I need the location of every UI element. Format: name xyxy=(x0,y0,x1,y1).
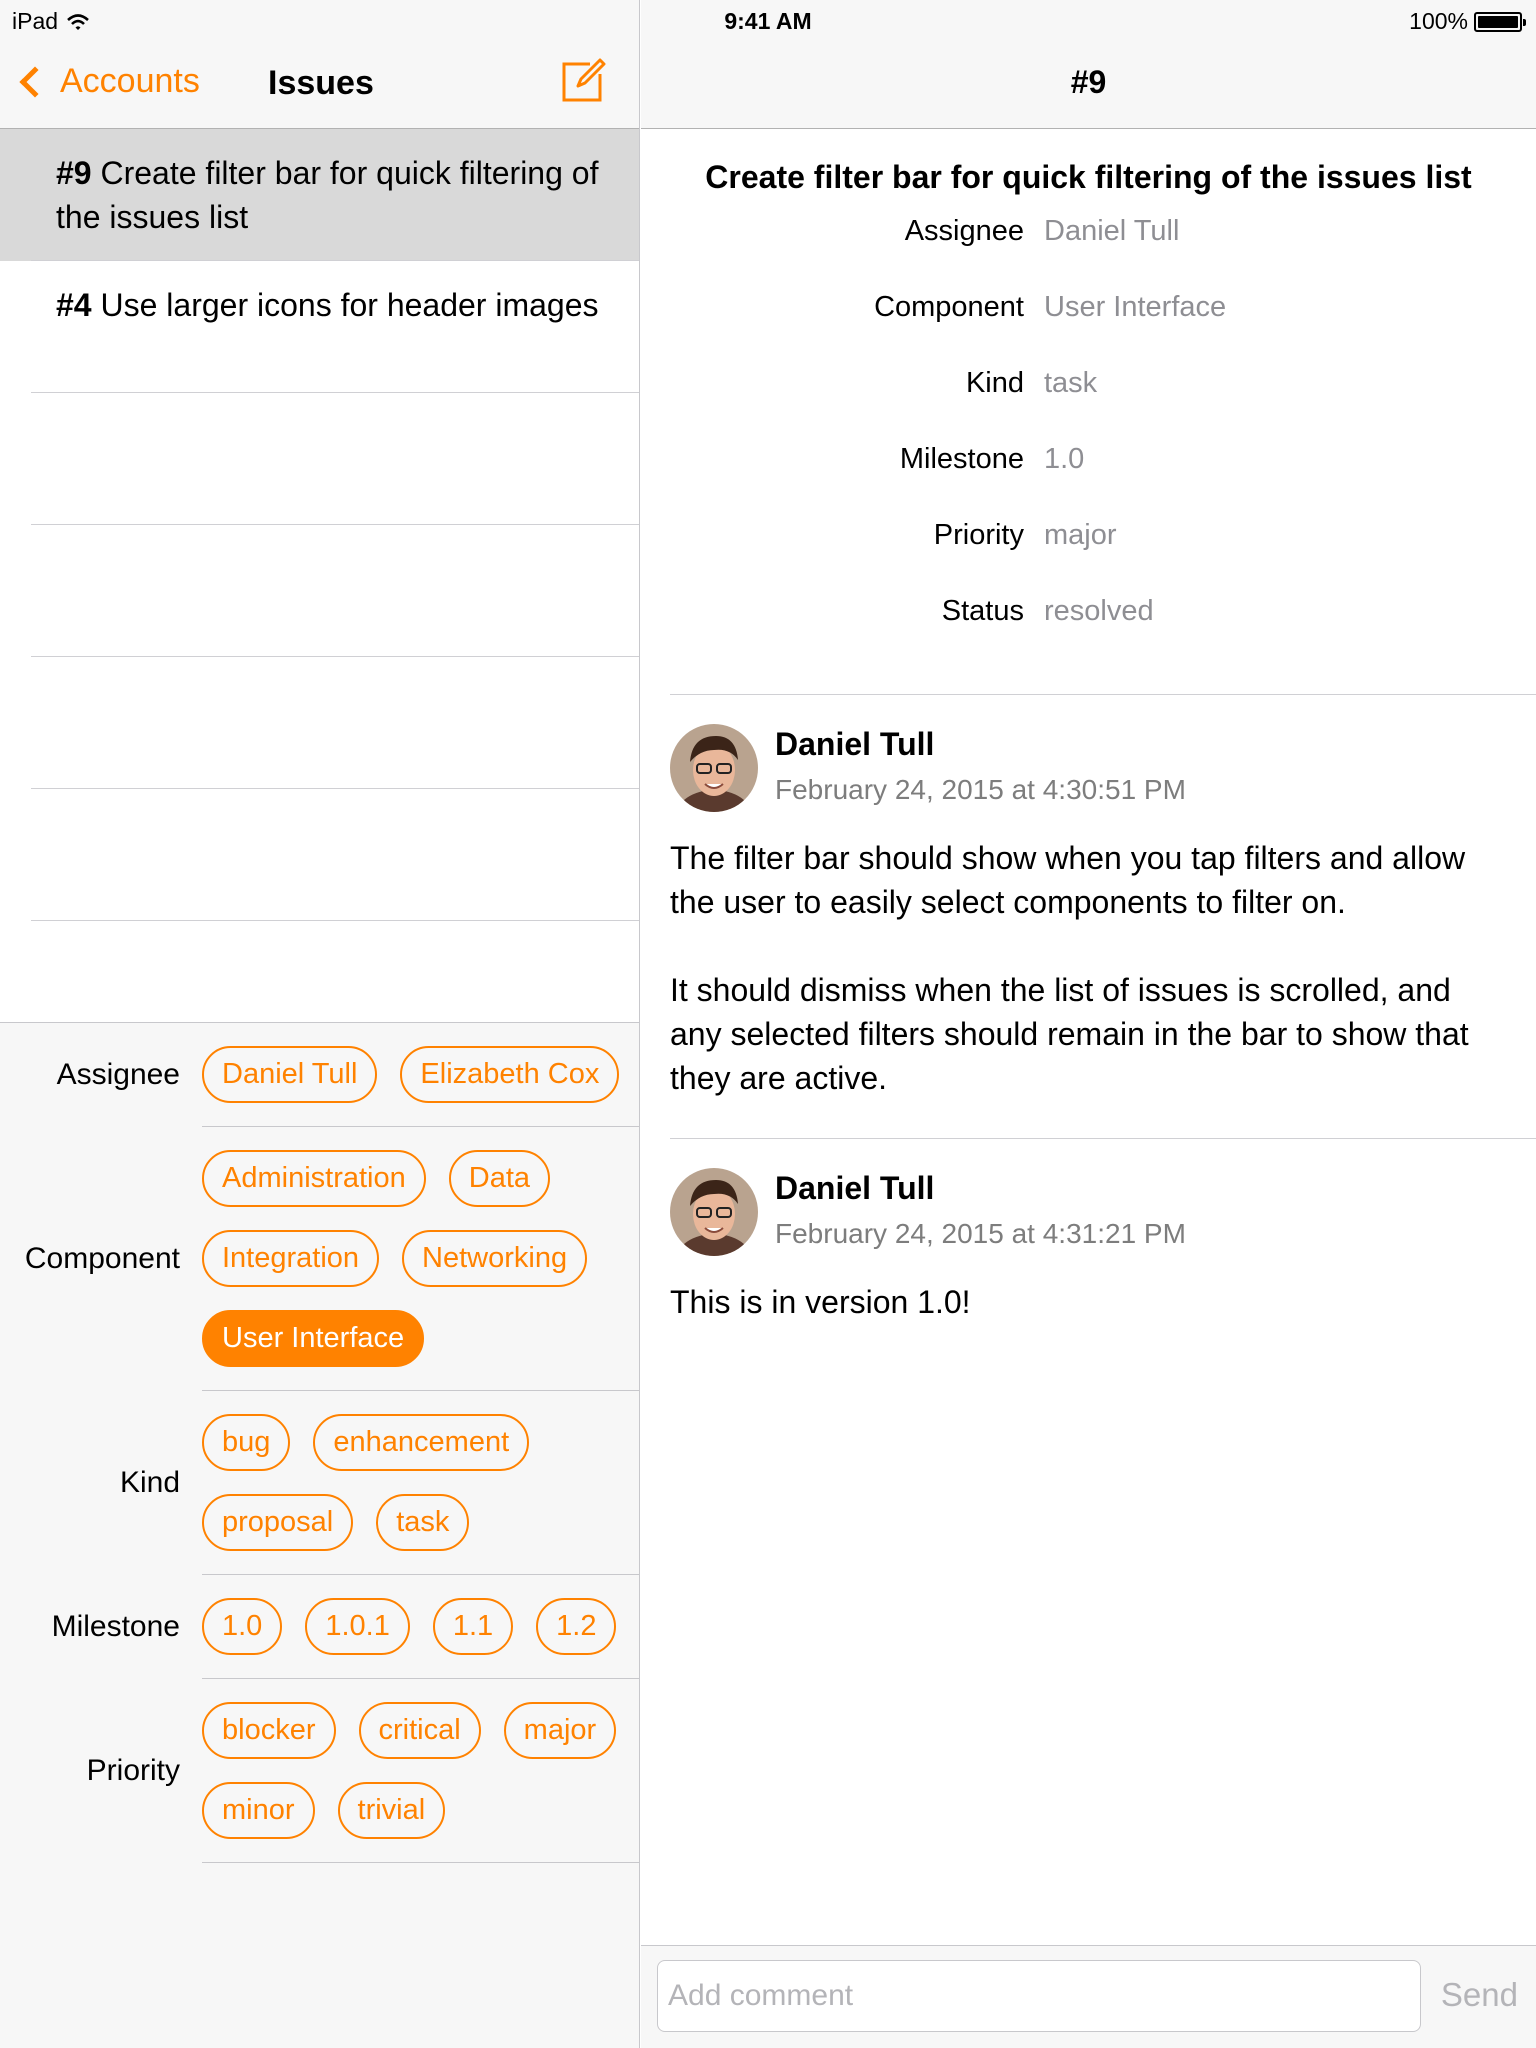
avatar xyxy=(670,724,758,812)
filter-chips xyxy=(202,1575,622,1678)
comment-body xyxy=(670,1280,1506,1324)
empty-row xyxy=(0,525,639,657)
field-value: 1.0 xyxy=(1044,443,1085,475)
filter-chip[interactable]: Elizabeth Cox xyxy=(400,1046,619,1103)
filter-chip[interactable]: 1.0.1 xyxy=(305,1598,410,1655)
field-value: User Interface xyxy=(1044,291,1227,323)
field-key: Kind xyxy=(965,367,1024,399)
comment-paragraph: This is in version 1.0! xyxy=(670,1284,971,1320)
field-value: Daniel Tull xyxy=(1044,215,1180,247)
field-value: major xyxy=(1044,519,1117,551)
filter-chip[interactable]: bug xyxy=(202,1414,290,1471)
filter-chip[interactable]: 1.2 xyxy=(536,1598,616,1655)
filter-chip[interactable]: enhancement xyxy=(313,1414,529,1471)
filter-group-component xyxy=(24,1127,639,1391)
issues-list xyxy=(0,129,639,1023)
device-label: iPad xyxy=(12,8,59,34)
field-row-kind xyxy=(641,367,1536,443)
filter-chips xyxy=(202,1391,622,1574)
comment-composer xyxy=(641,1945,1536,2048)
divider xyxy=(670,1138,1536,1139)
comment-date: February 24, 2015 at 4:30:51 PM xyxy=(775,774,1186,805)
filter-group-assignee xyxy=(56,1023,639,1127)
field-value: resolved xyxy=(1044,595,1154,627)
filter-label: Kind xyxy=(119,1465,180,1499)
field-row-status xyxy=(641,595,1536,671)
comment-body xyxy=(670,836,1506,1100)
field-row-priority xyxy=(641,519,1536,595)
filter-chips xyxy=(202,1023,622,1126)
filter-chip[interactable]: minor xyxy=(202,1782,315,1839)
divider xyxy=(670,694,1536,695)
issue-detail-title: Create filter bar for quick filtering of the issues list xyxy=(705,159,1472,195)
empty-row xyxy=(0,393,639,525)
issue-row-4[interactable] xyxy=(0,261,639,393)
comment-paragraph: The filter bar should show when you tap filters and allow the user to easily select components to filter on. xyxy=(670,840,1466,920)
empty-row xyxy=(0,657,639,789)
filter-chip[interactable]: Administration xyxy=(202,1150,426,1207)
comment-paragraph: It should dismiss when the list of issues is scrolled, and any selected filters should remain in the bar to show that they are active. xyxy=(670,972,1469,1096)
filter-chip[interactable]: Data xyxy=(449,1150,550,1207)
filter-chip[interactable]: Integration xyxy=(202,1230,379,1287)
comment-author: Daniel Tull xyxy=(775,726,935,762)
filter-chip[interactable]: major xyxy=(504,1702,617,1759)
filter-label: Assignee xyxy=(56,1057,180,1091)
filter-label: Component xyxy=(24,1241,180,1275)
filter-label: Priority xyxy=(86,1753,180,1787)
field-key: Milestone xyxy=(899,443,1024,475)
issue-row-9[interactable] xyxy=(0,129,639,261)
filter-chip[interactable]: Daniel Tull xyxy=(202,1046,377,1103)
field-key: Assignee xyxy=(904,215,1024,247)
wifi-icon xyxy=(66,13,90,31)
field-row-component xyxy=(641,291,1536,367)
filter-label: Milestone xyxy=(51,1609,180,1643)
issues-title: Issues xyxy=(268,64,374,102)
field-row-milestone xyxy=(641,443,1536,519)
filter-group-kind xyxy=(119,1391,639,1575)
field-value: task xyxy=(1044,367,1098,399)
comment-date: February 24, 2015 at 4:31:21 PM xyxy=(775,1218,1186,1249)
avatar xyxy=(670,1168,758,1256)
issue-number: #9 xyxy=(56,155,92,191)
field-key: Status xyxy=(941,595,1024,627)
add-comment-input[interactable] xyxy=(657,1960,1421,2032)
filter-chip[interactable]: task xyxy=(376,1494,469,1551)
detail-pane xyxy=(641,0,1536,2048)
filter-group-milestone xyxy=(51,1575,639,1679)
back-label: Accounts xyxy=(60,62,200,100)
accounts-back-button[interactable] xyxy=(14,62,200,101)
battery-percent: 100% xyxy=(1409,8,1468,34)
clock: 9:41 AM xyxy=(724,8,812,34)
battery-icon xyxy=(1474,12,1522,32)
empty-row xyxy=(0,789,639,921)
send-button[interactable]: Send xyxy=(1440,1976,1518,2013)
filter-chip[interactable]: User Interface xyxy=(202,1310,424,1367)
filter-chip[interactable]: blocker xyxy=(202,1702,336,1759)
issue-number: #4 xyxy=(56,287,92,323)
master-pane xyxy=(0,0,640,2048)
status-bar xyxy=(0,0,1536,40)
issue-title: Use larger icons for header images xyxy=(100,287,599,323)
chevron-left-icon xyxy=(19,66,50,97)
issue-fields xyxy=(641,215,1536,671)
filter-chip[interactable]: trivial xyxy=(338,1782,446,1839)
field-key: Priority xyxy=(933,519,1024,551)
filter-chips xyxy=(202,1127,622,1390)
comment-author: Daniel Tull xyxy=(775,1170,935,1206)
issue-nav-title: #9 xyxy=(1070,64,1107,100)
filter-chip[interactable]: critical xyxy=(359,1702,481,1759)
issue-title: Create filter bar for quick filtering of the issues list xyxy=(56,155,599,235)
filter-chip[interactable]: 1.0 xyxy=(202,1598,282,1655)
issue-detail xyxy=(641,129,1536,671)
filter-chip[interactable]: 1.1 xyxy=(433,1598,513,1655)
compose-icon[interactable] xyxy=(560,56,606,104)
field-row-assignee xyxy=(641,215,1536,291)
filter-group-priority xyxy=(86,1679,639,1863)
filter-chip[interactable]: proposal xyxy=(202,1494,353,1551)
field-key: Component xyxy=(874,291,1024,323)
filter-bar xyxy=(0,1023,639,1863)
filter-chips xyxy=(202,1679,622,1862)
filter-chip[interactable]: Networking xyxy=(402,1230,587,1287)
